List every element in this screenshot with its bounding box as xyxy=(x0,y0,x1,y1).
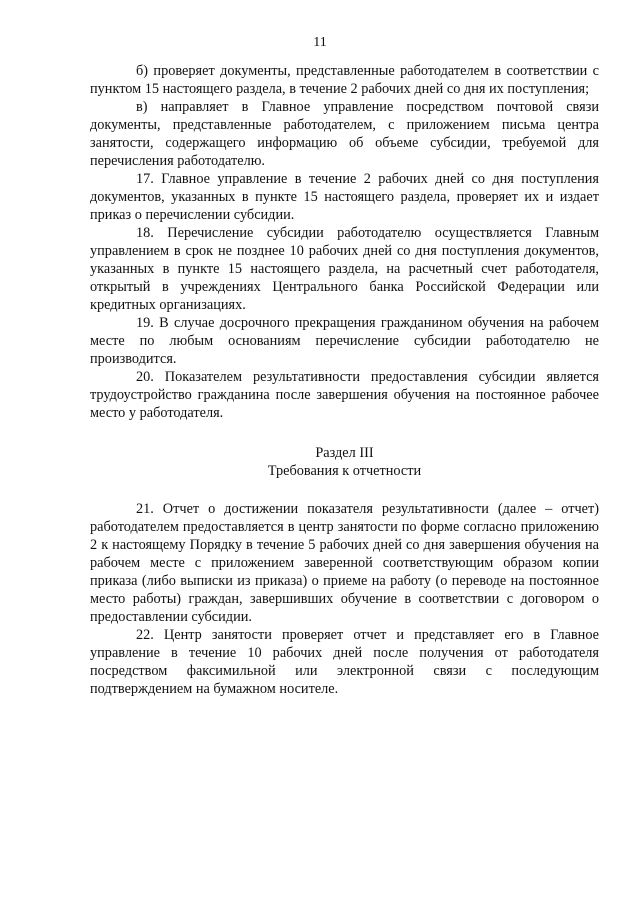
paragraph-v: в) направляет в Главное управление посредством почтовой связи документы, представленные работодателем, с приложением письма центра занятости, содержащего информацию об объеме субсидии, требуемой для перечисления работодателю. xyxy=(90,99,599,169)
document-body xyxy=(90,62,599,698)
section-number: Раздел III xyxy=(315,445,374,461)
paragraph-22: 22. Центр занятости проверяет отчет и представляет его в Главное управление в течение 10 рабочих дней после получения от работодателя посредством факсимильной или электронной связи с последующим подтверждением на бумажном носителе. xyxy=(90,627,599,697)
paragraph-20: 20. Показателем результативности предоставления субсидии является трудоустройство гражданина после завершения обучения на постоянное рабочее место у работодателя. xyxy=(90,369,599,421)
section-title: Требования к отчетности xyxy=(267,463,422,479)
paragraph-18: 18. Перечисление субсидии работодателю осуществляется Главным управлением в срок не позднее 10 рабочих дней со дня поступления документов, указанных в пункте 15 настоящего раздела, на расчетный счет работодателя, открытый в учреждениях Центрального банка Российской Федерации или кредитных организациях. xyxy=(90,225,599,313)
page-number: 11 xyxy=(313,35,327,50)
paragraph-17: 17. Главное управление в течение 2 рабочих дней со дня поступления документов, указанных в пункте 15 настоящего раздела, проверяет их и издает приказ о перечислении субсидии. xyxy=(90,171,599,223)
paragraph-b: б) проверяет документы, представленные работодателем в соответствии с пунктом 15 настоящего раздела, в течение 2 рабочих дней со дня их поступления; xyxy=(90,63,599,97)
paragraph-19: 19. В случае досрочного прекращения гражданином обучения на рабочем месте по любым основаниям перечисление субсидии работодателю не производится. xyxy=(90,315,599,367)
section-spacer xyxy=(90,480,599,500)
paragraph-21: 21. Отчет о достижении показателя результативности (далее – отчет) работодателем предоставляется в центр занятости по форме согласно приложению 2 к настоящему Порядку в течение 5 рабочих дней со дня завершения обучения на рабочем месте с приложением заверенной соответствующим образом копии приказа (либо выписки из приказа) о приеме на работу (о переводе на постоянное место работы) граждан, завершивших обучение в соответствии с договором о предоставлении субсидии. xyxy=(90,501,599,625)
